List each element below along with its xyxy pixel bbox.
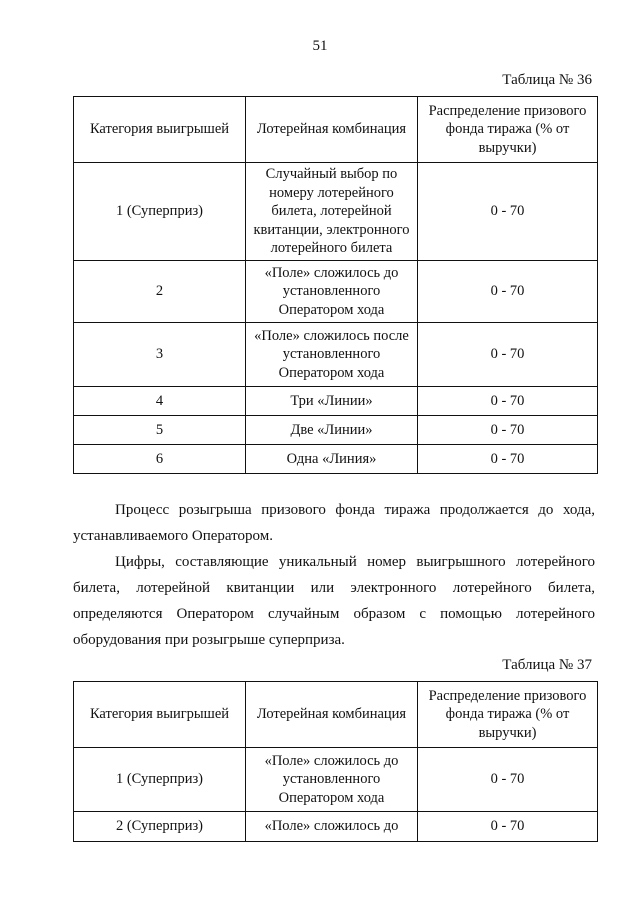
table-36 <box>73 96 598 474</box>
cell-category: 3 <box>74 323 246 387</box>
cell-distribution: 0 - 70 <box>418 163 598 261</box>
cell-category: 5 <box>74 416 246 445</box>
paragraph-draw-process: Процесс розыгрыша призового фонда тиража продолжается до хода, устанавливаемого Оператором. <box>73 502 595 544</box>
table-header-row <box>74 97 598 163</box>
cell-category: 1 (Суперприз) <box>74 748 246 812</box>
cell-combination: Три «Линии» <box>246 387 418 416</box>
table-row <box>74 416 598 445</box>
header-category: Категория выигрышей <box>74 682 246 748</box>
cell-category: 2 <box>74 261 246 323</box>
table-header-row <box>74 682 598 748</box>
table-row <box>74 445 598 474</box>
header-combination: Лотерейная комбинация <box>246 97 418 163</box>
cell-combination: Случайный выбор по номеру лотерейного билета, лотерейной квитанции, электронного лотерейного билета <box>246 163 418 261</box>
table-row <box>74 261 598 323</box>
cell-distribution: 0 - 70 <box>418 261 598 323</box>
cell-combination: «Поле» сложилось после установленного Оператором хода <box>246 323 418 387</box>
header-combination: Лотерейная комбинация <box>246 682 418 748</box>
cell-distribution: 0 - 70 <box>418 812 598 842</box>
cell-combination: «Поле» сложилось до установленного Оператором хода <box>246 748 418 812</box>
cell-combination: «Поле» сложилось до установленного Оператором хода <box>246 261 418 323</box>
header-category: Категория выигрышей <box>74 97 246 163</box>
header-distribution: Распределение призового фонда тиража (% от выручки) <box>418 97 598 163</box>
cell-category: 1 (Суперприз) <box>74 163 246 261</box>
cell-combination: «Поле» сложилось до <box>246 812 418 842</box>
cell-distribution: 0 - 70 <box>418 387 598 416</box>
page-number: 51 <box>312 38 328 54</box>
table-37-caption: Таблица № 37 <box>502 657 592 673</box>
cell-distribution: 0 - 70 <box>418 416 598 445</box>
table-row <box>74 812 598 842</box>
table-row <box>74 323 598 387</box>
header-distribution: Распределение призового фонда тиража (% от выручки) <box>418 682 598 748</box>
table-row <box>74 163 598 261</box>
cell-category: 2 (Суперприз) <box>74 812 246 842</box>
cell-combination: Одна «Линия» <box>246 445 418 474</box>
table-36-caption: Таблица № 36 <box>502 72 592 88</box>
table-row <box>74 387 598 416</box>
paragraph-winning-number: Цифры, составляющие уникальный номер выигрышного лотерейного билета, лотерейной квитанции или электронного лотерейного билета, определяются Оператором случайным образом с помощью лотерейного оборудования при розыгрыше суперприза. <box>73 554 595 648</box>
cell-distribution: 0 - 70 <box>418 748 598 812</box>
cell-category: 4 <box>74 387 246 416</box>
table-37 <box>73 681 598 842</box>
cell-distribution: 0 - 70 <box>418 323 598 387</box>
cell-combination: Две «Линии» <box>246 416 418 445</box>
cell-distribution: 0 - 70 <box>418 445 598 474</box>
cell-category: 6 <box>74 445 246 474</box>
table-row <box>74 748 598 812</box>
